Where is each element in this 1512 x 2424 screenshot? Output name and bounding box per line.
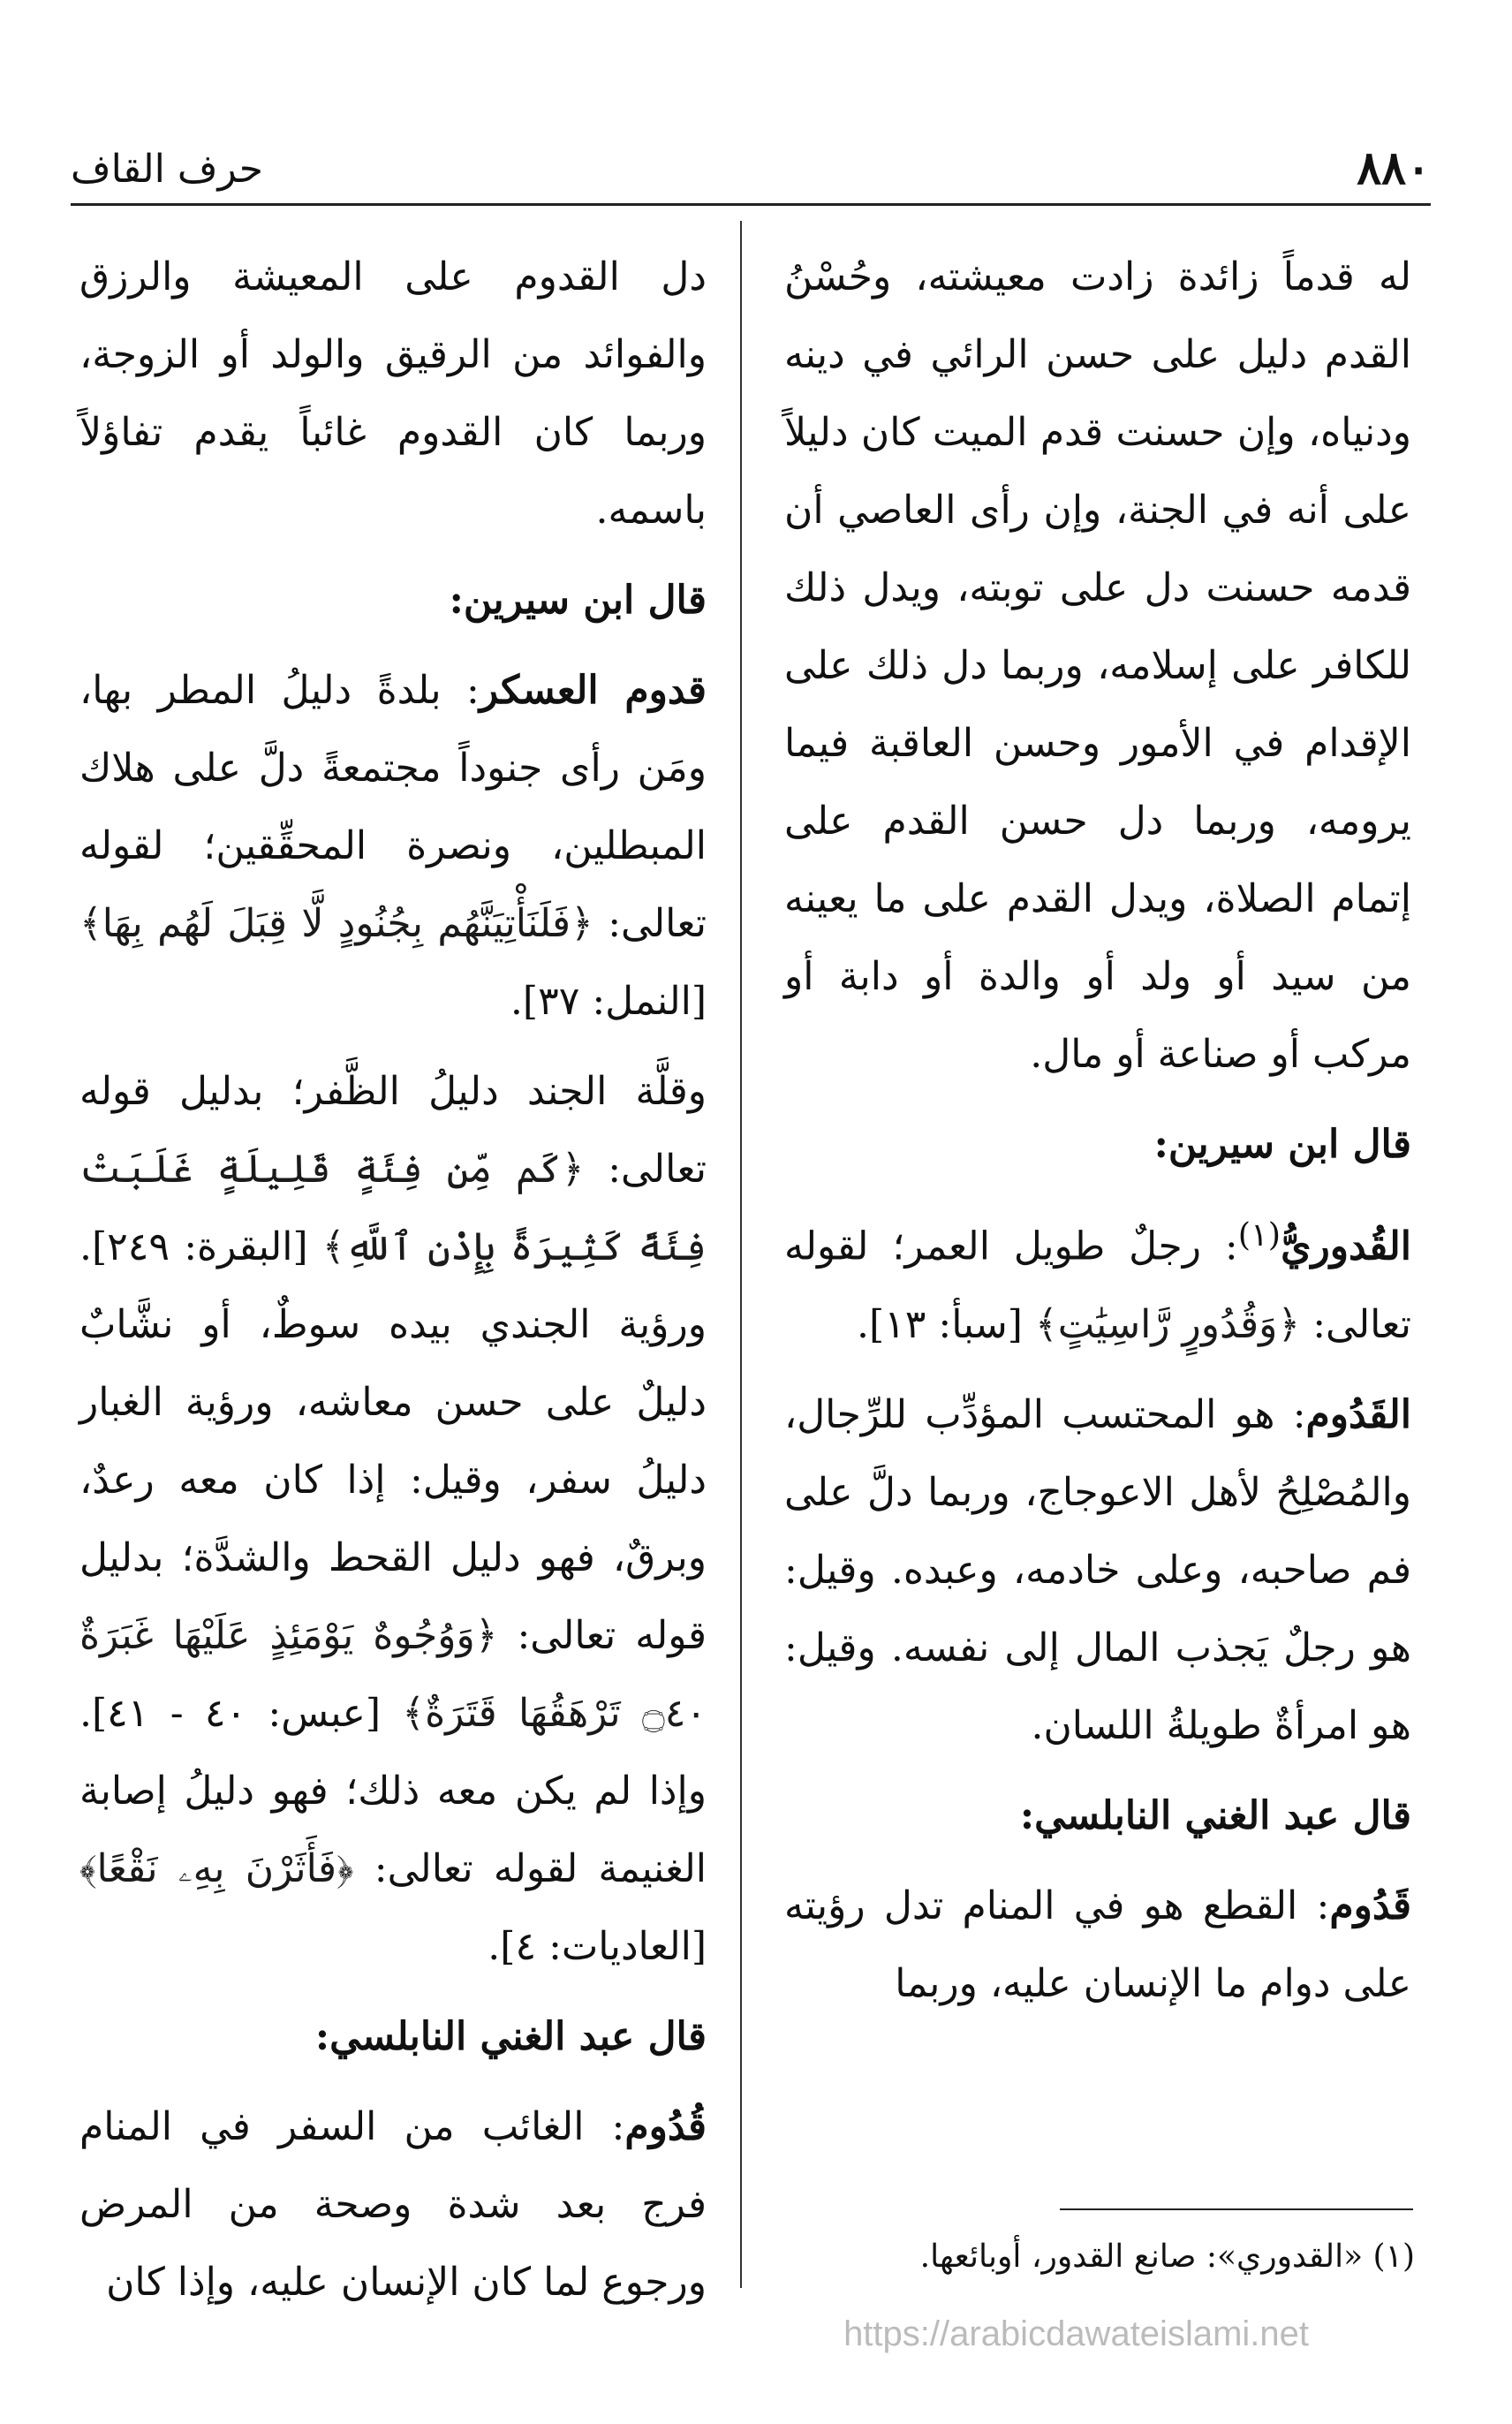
verse-reference: [البقرة: ٢٤٩]. <box>79 1224 308 1269</box>
entry-text: : بلدةً دليلُ المطر بها، ومَن رأى جنوداً مجتمعةً دلَّ على هلاك المبطلين، ونصرة المحقِّقين؛ لقوله تعالى: <box>79 668 707 946</box>
right-column <box>784 239 1411 2035</box>
verse-reference: [عبس: ٤٠ - ٤١]. <box>79 1691 382 1736</box>
quran-verse: ﴿كَم مِّن فِئَةٍ قَلِيلَةٍ غَلَبَتْ فِئَةً كَثِيرَةً بِإِذْنِ ٱللَّهِ﴾ <box>79 1147 707 1269</box>
entry-paragraph <box>79 652 707 1041</box>
entry-term: قُدُوم <box>624 2104 707 2149</box>
footnote-marker: (١) <box>1237 1216 1281 1254</box>
left-column <box>79 239 707 2334</box>
watermark-url: https://arabicdawateislami.net <box>843 2314 1309 2353</box>
verse-reference: [العاديات: ٤]. <box>488 1924 707 1969</box>
page-header <box>71 141 1431 206</box>
entry-term: قَدُوم <box>1329 1882 1411 1928</box>
footnote: (١) «القدوري»: صانع القدور، أوبائعها. <box>919 2238 1415 2275</box>
footnote-separator <box>1060 2208 1413 2210</box>
section-heading: قال ابن سيرين: <box>1153 1122 1411 1167</box>
chapter-title: حرف القاف <box>71 147 263 192</box>
quran-verse: ﴿فَأَثَرْنَ بِهِۦ نَقْعًا﴾ <box>79 1846 354 1891</box>
entry-paragraph <box>784 1867 1411 2023</box>
entry-text: : هو المحتسب المؤدِّب للرِّجال، والمُصْلِحُ لأهل الاعوجاج، وربما دلَّ على فم صاحبه، وعلى خادمه، وعبده. وقيل: هو رجلٌ يَجذب المال إلى نفسه. وقيل: هو امرأةٌ طويلةُ اللسان. <box>784 1391 1411 1748</box>
paragraph: له قدماً زائدة زادت معيشته، وحُسْنُ القدم دليل على حسن الرائي في دينه ودنياه، وإن حسنت قدم الميت كان دليلاً على أنه في الجنة، وإن رأى العاصي أن قدمه حسنت دل على توبته، ويدل ذلك للكافر على إسلامه، وربما دل ذلك على الإقدام في الأمور وحسن العاقبة فيما يرومه، وربما دل حسن القدم على إتمام الصلاة، ويدل القدم على ما يعينه من سيد أو ولد أو والدة أو دابة أو مركب أو صناعة أو مال. <box>784 254 1411 1077</box>
column-divider <box>740 221 742 2288</box>
entry-term: القَدُوم <box>1305 1391 1411 1437</box>
entry-text: : الغائب من السفر في المنام فرج بعد شدة وصحة من المرض ورجوع لما كان الإنسان عليه، وإذا كان <box>79 2104 707 2305</box>
entry-term: القُدوريُّ <box>1281 1223 1411 1269</box>
entry-text: : رجلٌ طويل العمر؛ لقوله تعالى: <box>784 1223 1411 1347</box>
paragraph-text: ورؤية الجندي بيده سوطٌ، أو نشَّابٌ دليلٌ على حسن معاشه، ورؤية الغبار دليلُ سفر، وقيل: إذا كان معه رعدٌ، وبرقٌ، فهو دليل القحط والشدَّة؛ بدليل قوله تعالى: <box>79 1302 707 1658</box>
entry-paragraph <box>784 1196 1411 1364</box>
entry-paragraph <box>79 2088 707 2322</box>
section-heading: قال عبد الغني النابلسي: <box>1019 1792 1411 1838</box>
entry-term: قدوم العسكر <box>479 668 707 713</box>
verse-reference: [سبأ: ١٣]. <box>857 1301 1023 1347</box>
paragraph-text: وقلَّة الجند دليلُ الظَّفر؛ بدليل قوله تعالى: <box>79 1069 707 1192</box>
entry-text: : القطع هو في المنام تدل رؤيته على دوام ما الإنسان عليه، وربما <box>784 1882 1411 2006</box>
paragraph <box>79 1053 707 1986</box>
paragraph: دل القدوم على المعيشة والرزق والفوائد من الرقيق والولد أو الزوجة، وربما كان القدوم غائباً يقدم تفاؤلاً باسمه. <box>79 254 707 533</box>
page-number: ٨٨٠ <box>1357 141 1431 195</box>
quran-verse: ﴿فَلَنَأْتِيَنَّهُم بِجُنُودٍ لَّا قِبَلَ لَهُم بِهَا﴾ <box>79 901 593 946</box>
section-heading: قال ابن سيرين: <box>449 578 707 623</box>
verse-reference: [النمل: ٣٧]. <box>510 979 707 1024</box>
quran-verse: ﴿وَقُدُورٍ رَّاسِيَٰتٍ﴾ <box>1034 1301 1301 1347</box>
entry-paragraph <box>784 1376 1411 1765</box>
quran-verse: ﴿وَوُجُوهٌ يَوْمَئِذٍ عَلَيْهَا غَبَرَةٌ ۝٤٠ تَرْهَقُهَا قَتَرَةٌ﴾ <box>79 1613 707 1736</box>
section-heading: قال عبد الغني النابلسي: <box>314 2014 707 2059</box>
paragraph-text: وإذا لم يكن معه ذلك؛ فهو دليلُ إصابة الغنيمة لقوله تعالى: <box>79 1769 707 1891</box>
